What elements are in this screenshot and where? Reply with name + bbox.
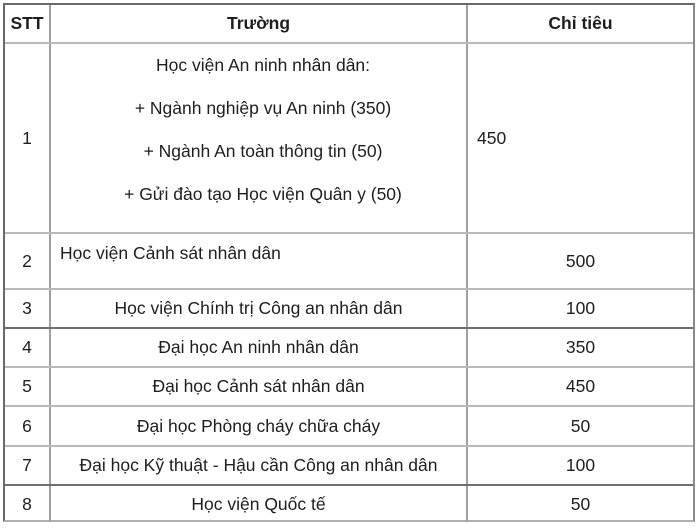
- school-line: + Ngành nghiệp vụ An ninh (350): [134, 98, 392, 118]
- row-stt: 2: [5, 234, 51, 288]
- table-row: [5, 234, 693, 290]
- row-quota: 350: [565, 337, 596, 357]
- row-school: Đại học Phòng cháy chữa cháy: [51, 407, 468, 445]
- row-quota: 50: [570, 493, 591, 514]
- row-school: Học viện Quốc tế: [51, 486, 468, 522]
- row-stt: 6: [5, 407, 51, 445]
- row-quota: 500: [565, 250, 596, 271]
- row-quota: 450: [477, 127, 507, 148]
- table-row: [5, 447, 693, 486]
- row-school: Học viện Chính trị Công an nhân dân: [51, 290, 468, 327]
- school-line: Học viện An ninh nhân dân:: [155, 55, 371, 75]
- table-row: [5, 486, 693, 522]
- row-stt: 8: [5, 486, 51, 522]
- row-stt: 1: [5, 44, 51, 232]
- row-stt: 4: [5, 329, 51, 366]
- school-line: + Gửi đào tạo Học viện Quân y (50): [124, 184, 402, 204]
- row-stt: 3: [5, 290, 51, 327]
- table-row: [5, 44, 693, 234]
- row-school: [51, 44, 468, 232]
- row-stt: 7: [5, 447, 51, 484]
- row-quota: 50: [570, 415, 591, 436]
- table-row: [5, 407, 693, 447]
- row-school: Đại học An ninh nhân dân: [51, 329, 468, 366]
- header-quota: Chỉ tiêu: [548, 13, 613, 33]
- school-line: + Ngành An toàn thông tin (50): [143, 141, 383, 161]
- row-quota: 450: [565, 376, 596, 396]
- row-quota: 100: [565, 455, 596, 475]
- row-school: Đại học Cảnh sát nhân dân: [51, 368, 468, 405]
- row-school: Học viện Cảnh sát nhân dân: [51, 234, 468, 288]
- row-stt: 5: [5, 368, 51, 405]
- table-header-row: [5, 5, 693, 44]
- header-stt: STT: [5, 5, 51, 42]
- table-row: [5, 329, 693, 368]
- table-row: [5, 368, 693, 407]
- row-school: Đại học Kỹ thuật - Hậu cần Công an nhân dân: [51, 447, 468, 484]
- quota-table: [3, 3, 695, 522]
- row-quota: 100: [565, 298, 596, 318]
- table-row: [5, 290, 693, 329]
- header-school: Trường: [51, 5, 468, 42]
